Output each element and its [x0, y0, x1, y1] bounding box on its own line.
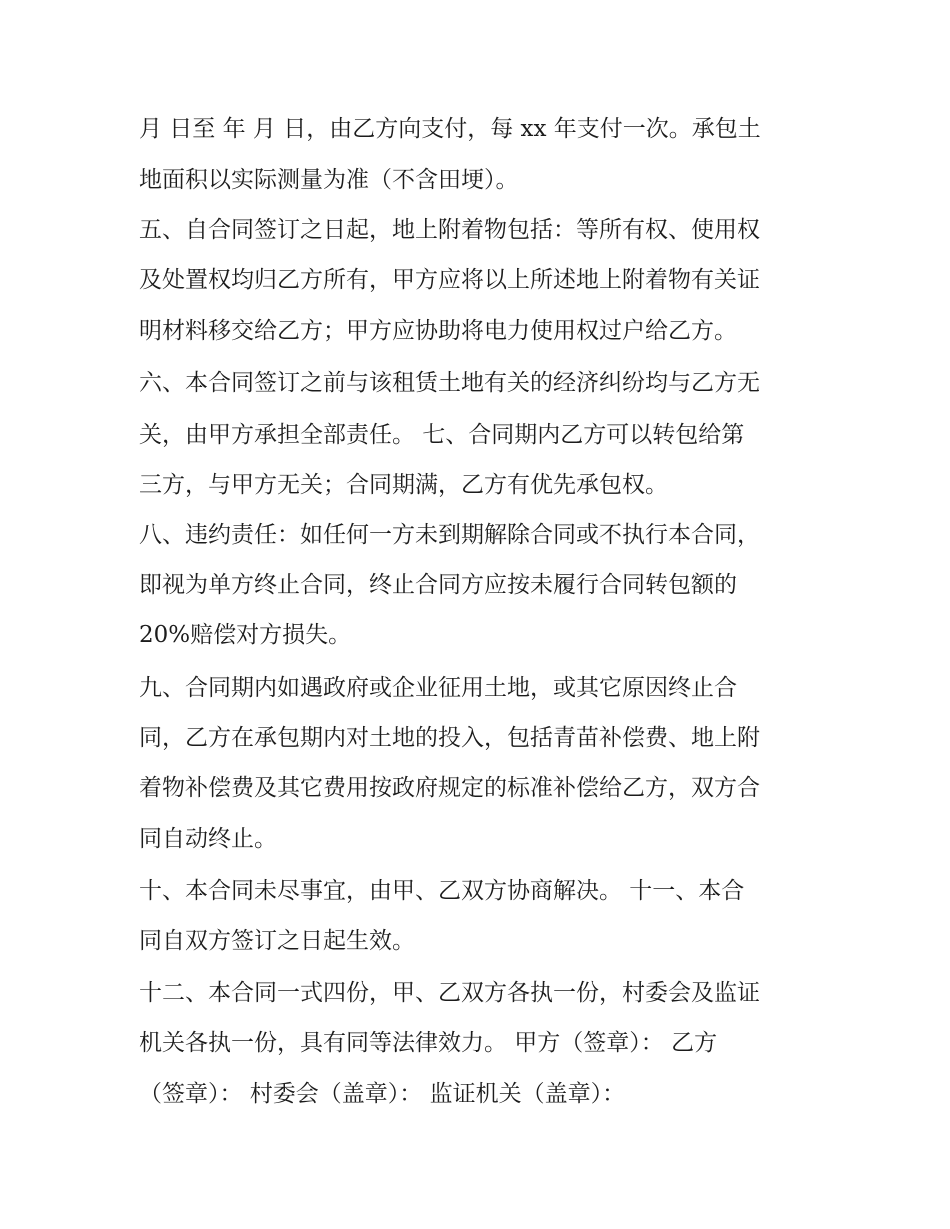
text-line: 八、违约责任：如任何一方未到期解除合同或不执行本合同， — [139, 522, 760, 548]
text-line: 九、合同期内如遇政府或企业征用土地，或其它原因终止合 — [139, 675, 737, 701]
text-line: 六、本合同签订之前与该租赁土地有关的经济纠纷均与乙方无 — [139, 370, 760, 396]
text-line: 机关各执一份，具有同等法律效力。 甲方（签章）： 乙方 — [139, 1030, 718, 1056]
text-line: 地面积以实际测量为准（不含田埂）。 — [139, 167, 519, 193]
text-line: 着物补偿费及其它费用按政府规定的标准补偿给乙方，双方合 — [139, 775, 760, 801]
text-line: 五、自合同签订之日起，地上附着物包括：等所有权、使用权 — [139, 217, 760, 243]
text-line: 月 日至 年 月 日，由乙方向支付，每 xx 年支付一次。承包土 — [139, 116, 761, 142]
text-line: 即视为单方终止合同，终止合同方应按未履行合同转包额的 — [139, 572, 737, 598]
text-line: 关，由甲方承担全部责任。 七、合同期内乙方可以转包给第 — [139, 422, 745, 448]
text-line: 三方，与甲方无关；合同期满，乙方有优先承包权。 — [139, 472, 668, 498]
text-line: （签章）： 村委会（盖章）： 监证机关（盖章）： — [139, 1081, 626, 1107]
text-line: 及处置权均归乙方所有，甲方应将以上所述地上附着物有关证 — [139, 267, 760, 293]
text-line: 同自动终止。 — [139, 826, 277, 852]
text-line: 同自双方签订之日起生效。 — [139, 928, 415, 954]
text-line: 十二、本合同一式四份，甲、乙双方各执一份，村委会及监证 — [139, 980, 760, 1006]
text-line: 明材料移交给乙方；甲方应协助将电力使用权过户给乙方。 — [139, 318, 737, 344]
text-line: 十、本合同未尽事宜，由甲、乙双方协商解决。 十一、本合 — [139, 878, 745, 904]
text-line: 20%赔偿对方损失。 — [139, 622, 352, 648]
text-line: 同，乙方在承包期内对土地的投入，包括青苗补偿费、地上附 — [139, 725, 760, 751]
